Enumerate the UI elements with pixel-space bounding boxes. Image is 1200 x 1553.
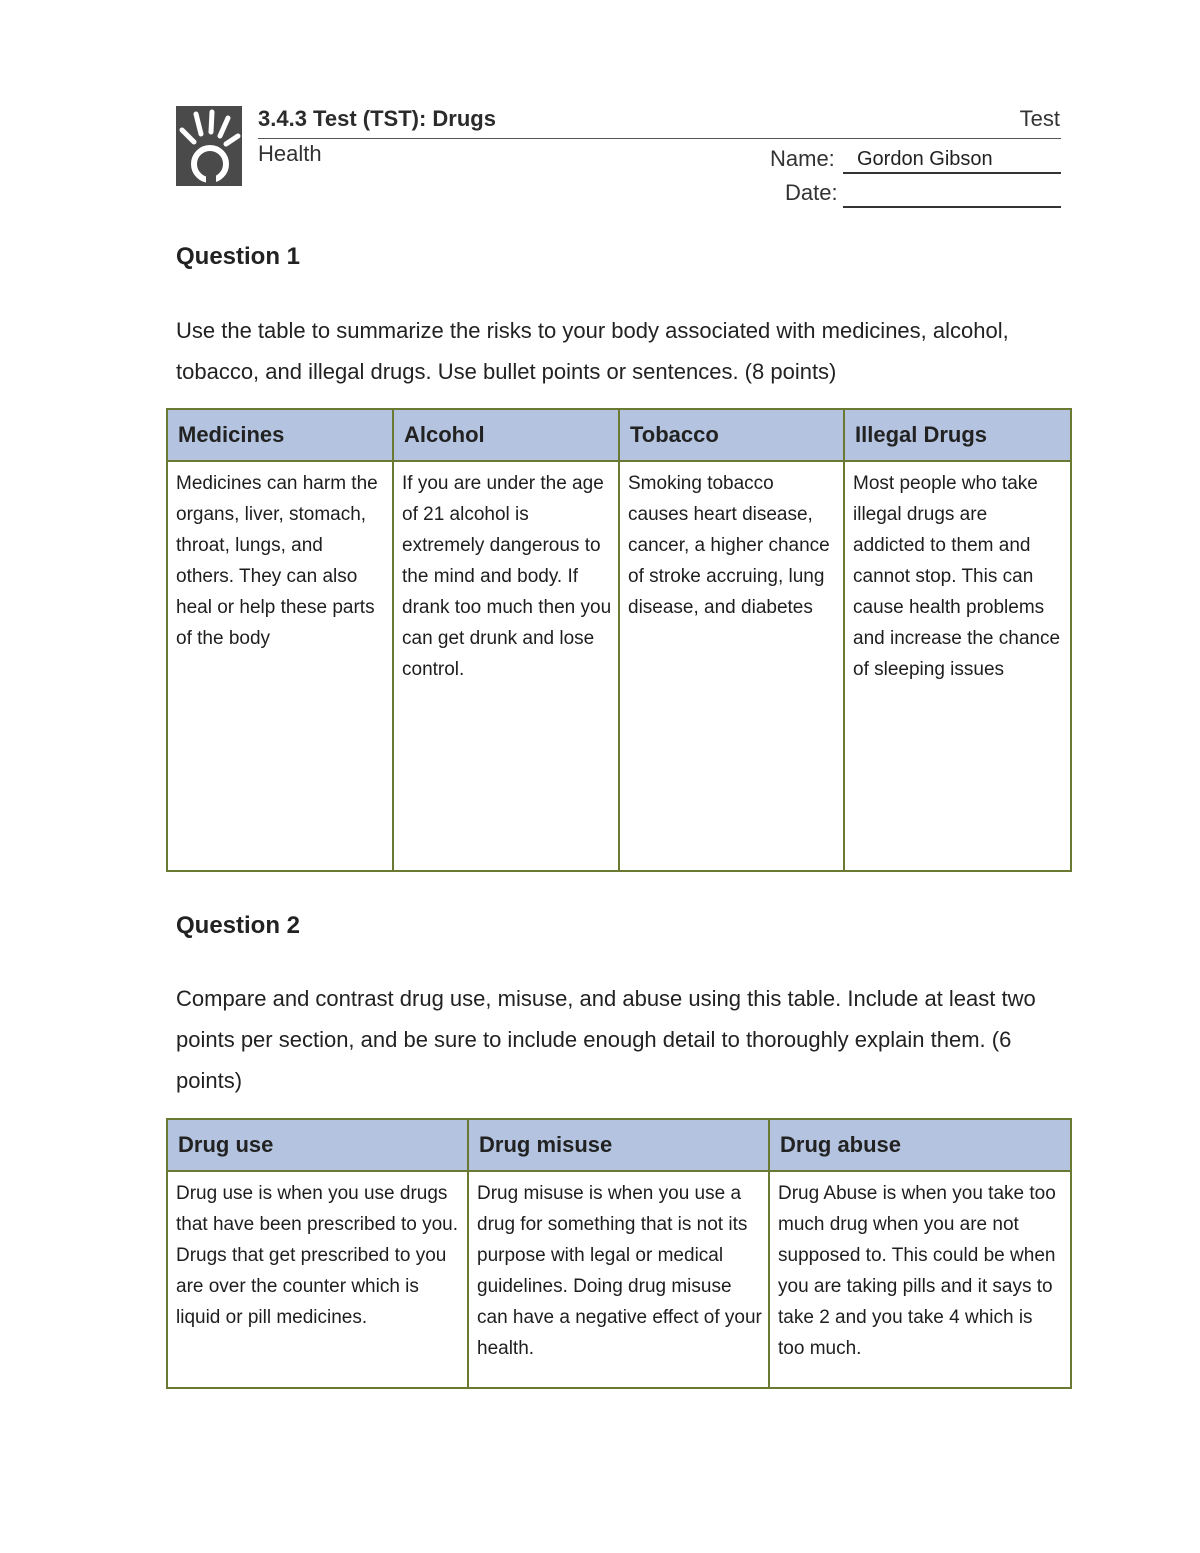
answer-text: Drug Abuse is when you take too much drug when you are not supposed to. This could be when you are taking pills and it says to take 2 and you take 4 which is too much. bbox=[778, 1183, 1056, 1359]
risks-table bbox=[166, 408, 1072, 872]
column-header-drug-abuse: Drug abuse bbox=[769, 1119, 1071, 1171]
question-2-prompt: Compare and contrast drug use, misuse, and abuse using this table. Include at least two points per section, and be sure to include enough detail to thoroughly explain them. (6 points) bbox=[176, 986, 1036, 1093]
column-header-drug-use: Drug use bbox=[167, 1119, 468, 1171]
question-2-heading: Question 2 bbox=[176, 912, 301, 939]
table-answer-row bbox=[167, 1171, 1071, 1388]
answer-text: Smoking tobacco causes heart disease, cancer, a higher chance of stroke accruing, lung disease, and diabetes bbox=[628, 473, 830, 618]
date-field[interactable] bbox=[843, 180, 1061, 208]
answer-cell-drug-misuse[interactable] bbox=[468, 1171, 769, 1388]
document-type: Test bbox=[1019, 106, 1060, 131]
name-label: Name: bbox=[770, 146, 835, 171]
course-subject: Health bbox=[258, 141, 322, 166]
answer-cell-drug-abuse[interactable] bbox=[769, 1171, 1071, 1388]
answer-cell-tobacco[interactable] bbox=[619, 461, 844, 871]
table-header-row bbox=[167, 409, 1071, 461]
column-header-drug-misuse: Drug misuse bbox=[468, 1119, 769, 1171]
column-header-alcohol: Alcohol bbox=[393, 409, 619, 461]
answer-text: Most people who take illegal drugs are addicted to them and cannot stop. This can cause health problems and increase the chance of sleeping issues bbox=[853, 473, 1061, 680]
table-header-row bbox=[167, 1119, 1071, 1171]
column-header-medicines: Medicines bbox=[167, 409, 393, 461]
question-1-heading: Question 1 bbox=[176, 243, 301, 270]
question-1-prompt: Use the table to summarize the risks to your body associated with medicines, alcohol, tobacco, and illegal drugs. Use bullet points or sentences. (8 points) bbox=[176, 318, 1009, 384]
answer-cell-alcohol[interactable] bbox=[393, 461, 619, 871]
name-value: Gordon Gibson bbox=[857, 148, 993, 170]
answer-cell-medicines[interactable] bbox=[167, 461, 393, 871]
drug-use-comparison-table bbox=[166, 1118, 1072, 1389]
answer-text: Medicines can harm the organs, liver, stomach, throat, lungs, and others. They can also heal or help these parts of the body bbox=[176, 473, 378, 649]
header-divider bbox=[258, 138, 1061, 139]
date-label: Date: bbox=[785, 180, 838, 205]
answer-text: Drug use is when you use drugs that have been prescribed to you. Drugs that get prescribed to you are over the counter which is liquid or pill medicines. bbox=[176, 1183, 459, 1328]
column-header-tobacco: Tobacco bbox=[619, 409, 844, 461]
school-logo-icon bbox=[176, 106, 242, 186]
document-title: 3.4.3 Test (TST): Drugs bbox=[258, 106, 496, 131]
answer-text: Drug misuse is when you use a drug for something that is not its purpose with legal or medical guidelines. Doing drug misuse can have a negative effect of your health. bbox=[477, 1183, 762, 1359]
answer-text: If you are under the age of 21 alcohol is extremely dangerous to the mind and body. If drank too much then you can get drunk and lose control. bbox=[402, 473, 612, 680]
table-answer-row bbox=[167, 461, 1071, 871]
column-header-illegal-drugs: Illegal Drugs bbox=[844, 409, 1071, 461]
answer-cell-illegal-drugs[interactable] bbox=[844, 461, 1071, 871]
answer-cell-drug-use[interactable] bbox=[167, 1171, 468, 1388]
